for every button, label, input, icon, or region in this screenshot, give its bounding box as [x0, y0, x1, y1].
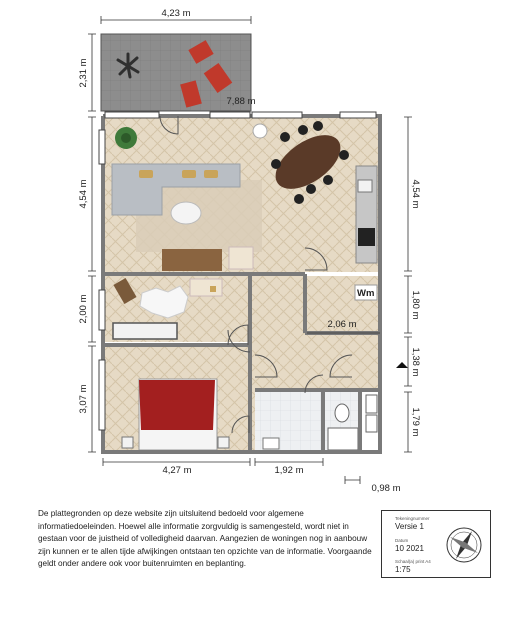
- compass-icon: [444, 525, 484, 565]
- dim-balcony-height: 2,31 m: [78, 58, 89, 88]
- version-value: Versie 1: [395, 522, 424, 531]
- drawing-number-label: Tekeningnummer: [395, 516, 430, 521]
- scale-label: Schaal(a) print A4: [395, 559, 431, 564]
- cooktop: [358, 228, 375, 246]
- sink: [263, 438, 279, 449]
- dim-living-height-right: 4,54 m: [410, 179, 421, 209]
- date-value: 10 2021: [395, 544, 424, 553]
- entry-arrow-icon: [396, 362, 408, 368]
- disclaimer-text: De plattegronden op deze website zijn uitsluitend bedoeld voor algemene informatiedoeleinden. Hoewel alle informatie zorgvuldig is samengesteld, wordt niet in gestaan voor de juistheid of volledigheid daarvan. Aangezien de woningen nog in aanbouw zijn kunnen er te allen tijde afwijkingen ontstaan ten opzichte van de informatie. Voorgaande geldt onder andere ook voor buitenruimten en beplanting.: [38, 509, 372, 569]
- dim-living-height-left: 4,54 m: [78, 179, 89, 209]
- wm-label: Wm: [357, 288, 375, 299]
- bench: [113, 323, 177, 339]
- date-label: Datum: [395, 538, 409, 543]
- dim-bottom-width-1: 4,27 m: [162, 465, 192, 476]
- coffee-table: [171, 202, 201, 224]
- dim-bottom-width-3: 0,98 m: [371, 483, 401, 494]
- title-block: [381, 510, 491, 578]
- kitchen: [356, 166, 377, 263]
- toilet: [335, 404, 349, 422]
- dim-right-height-1: 1,80 m: [410, 290, 421, 320]
- scale-value: 1:75: [395, 565, 411, 574]
- dim-right-height-3: 1,79 m: [410, 407, 421, 437]
- dim-top-width: 4,23 m: [161, 8, 191, 19]
- dim-living-width: 7,88 m: [226, 96, 256, 107]
- side-rug: [229, 247, 253, 269]
- dim-inner-width: 2,06 m: [327, 319, 357, 330]
- plant-icon: [115, 127, 137, 149]
- dim-room-height-left: 2,00 m: [78, 294, 89, 324]
- dim-bottom-width-2: 1,92 m: [274, 465, 304, 476]
- lamp-icon: [253, 124, 267, 138]
- shower: [328, 428, 358, 450]
- washing-machine: [355, 285, 377, 300]
- dim-bedroom-height: 3,07 m: [78, 384, 89, 414]
- dim-right-height-2: 1,38 m: [410, 347, 421, 377]
- tv-cabinet: [162, 249, 222, 271]
